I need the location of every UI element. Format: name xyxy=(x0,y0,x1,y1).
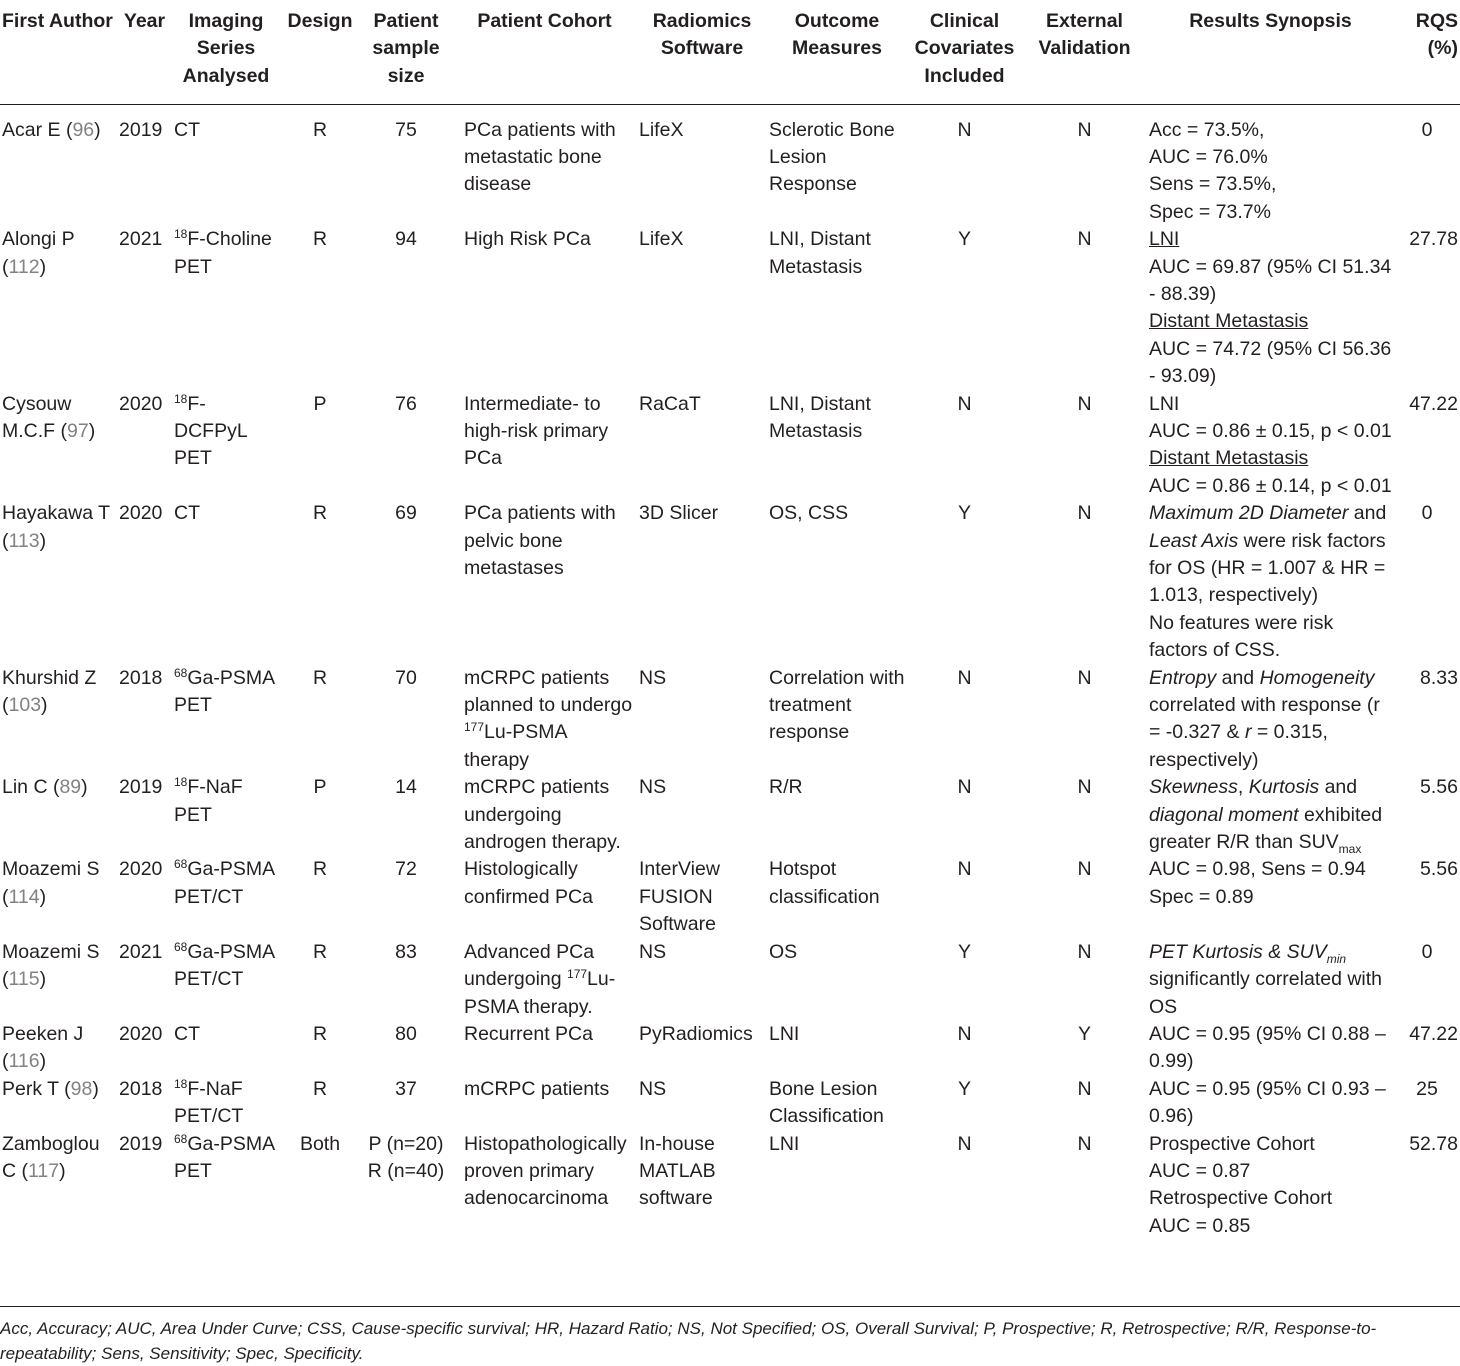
reference-link[interactable]: 115 xyxy=(8,968,40,991)
year-cell: 2019 xyxy=(119,1132,163,1155)
design-cell: R xyxy=(312,118,328,141)
covariates-cell: N xyxy=(957,1132,972,1155)
outcome-cell: Bone Lesion Classification xyxy=(769,1077,884,1128)
rqs-cell: 5.56 xyxy=(1420,776,1458,799)
design-cell: P xyxy=(313,392,327,415)
design-cell: Both xyxy=(299,1132,341,1155)
validation-cell: Y xyxy=(1077,1022,1091,1045)
rqs-cell: 47.22 xyxy=(1409,1022,1458,1045)
outcome-cell: Hotspot classification xyxy=(769,858,880,908)
imaging-cell: $^{68}$Ga-PSMA PET/CT xyxy=(174,939,275,991)
rqs-cell: 47.22 xyxy=(1409,392,1458,415)
validation-cell: N xyxy=(1077,392,1092,415)
validation-cell: N xyxy=(1077,1132,1092,1155)
author-cell: Lin C (89) xyxy=(2,776,88,799)
header-first-author: First Author xyxy=(0,8,117,104)
results-cell: LNI AUC = 0.86 ± 0.15, p < 0.01 Distant Metastasis AUC = 0.86 ± 0.14, p < 0.01 xyxy=(1149,392,1392,497)
table-row xyxy=(0,500,1460,664)
author-cell: Peeken J (116) xyxy=(2,1022,84,1073)
radiomics-studies-table xyxy=(0,8,1460,1240)
cohort-cell: PCa patients with pelvic bone metastases xyxy=(464,502,616,579)
table-row xyxy=(0,391,1460,501)
design-cell: R xyxy=(312,858,328,881)
table-row xyxy=(0,665,1460,775)
design-cell: R xyxy=(312,666,328,689)
size-cell: P (n=20) R (n=40) xyxy=(367,1132,445,1182)
author-cell: Perk T (98) xyxy=(2,1077,99,1100)
cohort-cell: Intermediate- to high-risk primary PCa xyxy=(464,392,609,470)
author-cell: Moazemi S (114) xyxy=(2,858,100,908)
header-results: Results Synopsis xyxy=(1147,8,1394,104)
year-cell: 2019 xyxy=(119,118,163,141)
outcome-cell: LNI, Distant Metastasis xyxy=(769,392,871,442)
year-cell: 2018 xyxy=(119,666,163,689)
cohort-cell: Histopathologically proven primary adenocarcinoma xyxy=(464,1132,627,1210)
covariates-cell: N xyxy=(957,858,972,881)
header-design: Design xyxy=(280,8,360,104)
table-row xyxy=(0,1076,1460,1131)
software-cell: RaCaT xyxy=(639,392,701,415)
header-rqs: RQS (%) xyxy=(1394,8,1460,104)
cohort-cell: PCa patients with metastatic bone disease xyxy=(464,118,616,196)
covariates-cell: Y xyxy=(957,1077,971,1100)
imaging-cell: $^{18}$F-NaF PET/CT xyxy=(174,1076,244,1128)
cohort-cell: Recurrent PCa xyxy=(464,1022,593,1045)
imaging-cell: $^{68}$Ga-PSMA PET xyxy=(174,665,275,717)
author-cell: Moazemi S (115) xyxy=(2,940,100,991)
validation-cell: N xyxy=(1077,1077,1092,1100)
results-cell: AUC = 0.95 (95% CI 0.88 – 0.99) xyxy=(1149,1022,1386,1073)
imaging-cell: $^{68}$Ga-PSMA PET/CT xyxy=(174,857,275,908)
imaging-cell: $^{18}$F-Choline PET xyxy=(174,227,272,278)
design-cell: R xyxy=(312,502,328,525)
year-cell: 2021 xyxy=(119,228,163,251)
imaging-cell: CT xyxy=(174,502,200,525)
design-cell: R xyxy=(312,1022,328,1045)
results-cell: AUC = 0.98, Sens = 0.94 Spec = 0.89 xyxy=(1149,858,1366,908)
design-cell: R xyxy=(312,228,328,251)
results-cell: Acc = 73.5%, AUC = 76.0% Sens = 73.5%, Spec = 73.7% xyxy=(1149,118,1277,223)
outcome-cell: LNI xyxy=(769,1022,800,1045)
size-cell: 37 xyxy=(395,1077,417,1100)
imaging-cell: $^{18}$F-NaF PET xyxy=(174,775,243,826)
header-validation: External Validation xyxy=(1022,8,1147,104)
table-row xyxy=(0,774,1460,856)
header-sample-size: Patient sample size xyxy=(360,8,452,104)
software-cell: NS xyxy=(639,1077,667,1100)
year-cell: 2020 xyxy=(119,858,163,881)
validation-cell: N xyxy=(1077,228,1092,251)
header-row xyxy=(0,8,1460,104)
header-outcome: Outcome Measures xyxy=(767,8,907,104)
outcome-cell: OS, CSS xyxy=(769,502,849,525)
rqs-cell: 0 xyxy=(1421,940,1433,963)
reference-link[interactable]: 114 xyxy=(8,885,40,908)
imaging-cell: CT xyxy=(174,1022,200,1045)
outcome-cell: LNI xyxy=(769,1132,800,1155)
reference-link[interactable]: 116 xyxy=(8,1050,40,1073)
software-cell: NS xyxy=(639,940,667,963)
rqs-cell: 0 xyxy=(1421,502,1433,525)
covariates-cell: N xyxy=(957,666,972,689)
rqs-cell: 0 xyxy=(1421,118,1433,141)
size-cell: 75 xyxy=(395,118,417,141)
reference-link[interactable]: 98 xyxy=(70,1077,93,1100)
validation-cell: N xyxy=(1077,858,1092,881)
outcome-cell: R/R xyxy=(769,776,803,799)
cohort-cell: Histologically confirmed PCa xyxy=(464,858,593,908)
size-cell: 72 xyxy=(395,858,417,881)
year-cell: 2019 xyxy=(119,776,163,799)
software-cell: 3D Slicer xyxy=(639,502,719,525)
rqs-cell: 8.33 xyxy=(1420,666,1458,689)
design-cell: R xyxy=(312,940,328,963)
validation-cell: N xyxy=(1077,776,1092,799)
year-cell: 2021 xyxy=(119,940,163,963)
reference-link[interactable]: 89 xyxy=(59,776,82,799)
software-cell: In-house MATLAB software xyxy=(639,1132,716,1210)
imaging-cell: $^{68}$Ga-PSMA PET xyxy=(174,1131,275,1182)
year-cell: 2020 xyxy=(119,502,163,525)
covariates-cell: Y xyxy=(957,502,971,525)
results-cell: Skewness, Kurtosis and diagonal moment exhibited greater R/R than $SUV_{max}$ xyxy=(1149,776,1383,857)
year-cell: 2018 xyxy=(119,1077,163,1100)
validation-cell: N xyxy=(1077,940,1092,963)
reference-link[interactable]: 97 xyxy=(67,419,89,442)
results-cell: Entropy and Homogeneity correlated with response (r = -0.327 & r = 0.315, respectively) xyxy=(1149,666,1380,771)
header-software: Radiomics Software xyxy=(637,8,767,104)
author-cell: Acar E (96) xyxy=(2,118,101,141)
size-cell: 83 xyxy=(395,940,417,963)
rqs-cell: 5.56 xyxy=(1420,858,1458,881)
header-imaging: Imaging Series Analysed xyxy=(172,8,280,104)
table-row xyxy=(0,1021,1460,1076)
software-cell: NS xyxy=(639,776,667,799)
rqs-cell: 25 xyxy=(1416,1077,1438,1100)
results-cell: AUC = 0.95 (95% CI 0.93 – 0.96) xyxy=(1149,1077,1386,1128)
author-cell: Hayakawa T (113) xyxy=(2,502,110,552)
table-row xyxy=(0,1131,1460,1241)
validation-cell: N xyxy=(1077,502,1092,525)
software-cell: PyRadiomics xyxy=(639,1022,753,1045)
author-cell: Zamboglou C (117) xyxy=(2,1132,100,1182)
software-cell: NS xyxy=(639,666,667,689)
outcome-cell: LNI, Distant Metastasis xyxy=(769,228,871,278)
table-footnote: Acc, Accuracy; AUC, Area Under Curve; CSS, Cause-specific survival; HR, Hazard Ratio; NS, Not Specified; OS, Overall Survival; P, Prospective; R, Retrospective; R/R, Response-to-repeatability; Sens, Sensitivity; Spec, Specificity. xyxy=(0,1306,1460,1366)
author-cell: Khurshid Z (103) xyxy=(2,666,97,717)
size-cell: 70 xyxy=(395,666,417,689)
size-cell: 76 xyxy=(395,392,417,415)
validation-cell: N xyxy=(1077,118,1092,141)
rqs-cell: 52.78 xyxy=(1409,1132,1458,1155)
imaging-cell: $^{18}$F-DCFPyL PET xyxy=(174,391,247,470)
reference-link[interactable]: 117 xyxy=(28,1159,60,1182)
software-cell: LifeX xyxy=(639,118,684,141)
author-cell: Cysouw M.C.F (97) xyxy=(2,392,96,442)
header-cohort: Patient Cohort xyxy=(452,8,637,104)
covariates-cell: N xyxy=(957,1022,972,1045)
cohort-cell: mCRPC patients planned to undergo $^{177}$Lu-PSMA therapy xyxy=(464,666,633,771)
reference-link[interactable]: 112 xyxy=(8,255,40,278)
table-row xyxy=(0,856,1460,938)
covariates-cell: N xyxy=(957,392,972,415)
author-cell: Alongi P (112) xyxy=(2,228,75,278)
year-cell: 2020 xyxy=(119,392,163,415)
results-cell: PET Kurtosis & $SUV_{min}$ significantly correlated with OS xyxy=(1149,940,1383,1018)
table-row xyxy=(0,104,1460,226)
header-covariates: Clinical Covariates Included xyxy=(907,8,1022,104)
size-cell: 69 xyxy=(395,502,417,525)
covariates-cell: Y xyxy=(957,940,971,963)
table-row xyxy=(0,226,1460,390)
results-cell: Prospective Cohort AUC = 0.87 Retrospective Cohort AUC = 0.85 xyxy=(1149,1132,1333,1237)
size-cell: 14 xyxy=(395,776,417,799)
rqs-cell: 27.78 xyxy=(1409,228,1458,251)
software-cell: InterView FUSION Software xyxy=(639,858,720,936)
covariates-cell: N xyxy=(957,776,972,799)
software-cell: LifeX xyxy=(639,228,684,251)
cohort-cell: Advanced PCa undergoing $^{177}$Lu-PSMA therapy. xyxy=(464,940,616,1018)
table-row xyxy=(0,939,1460,1021)
results-cell: Maximum 2D Diameter and Least Axis were risk factors for OS (HR = 1.007 & HR = 1.013, respectively) No features were risk factors of CSS. xyxy=(1149,502,1387,662)
size-cell: 80 xyxy=(395,1022,417,1045)
reference-link[interactable]: 113 xyxy=(8,529,40,552)
design-cell: R xyxy=(312,1077,328,1100)
outcome-cell: Correlation with treatment response xyxy=(769,666,905,744)
year-cell: 2020 xyxy=(119,1022,163,1045)
cohort-cell: mCRPC patients undergoing androgen therapy. xyxy=(464,776,621,854)
imaging-cell: CT xyxy=(174,118,200,141)
design-cell: P xyxy=(313,776,327,799)
header-year: Year xyxy=(117,8,172,104)
outcome-cell: OS xyxy=(769,940,798,963)
reference-link[interactable]: 103 xyxy=(8,694,42,717)
results-cell: LNI AUC = 69.87 (95% CI 51.34 - 88.39) Distant Metastasis AUC = 74.72 (95% CI 56.36 - 93.09) xyxy=(1149,228,1392,388)
cohort-cell: High Risk PCa xyxy=(464,228,591,251)
validation-cell: N xyxy=(1077,666,1092,689)
reference-link[interactable]: 96 xyxy=(72,118,95,141)
covariates-cell: Y xyxy=(957,228,971,251)
outcome-cell: Sclerotic Bone Lesion Response xyxy=(769,118,895,196)
cohort-cell: mCRPC patients xyxy=(464,1077,610,1100)
size-cell: 94 xyxy=(395,228,417,251)
covariates-cell: N xyxy=(957,118,972,141)
